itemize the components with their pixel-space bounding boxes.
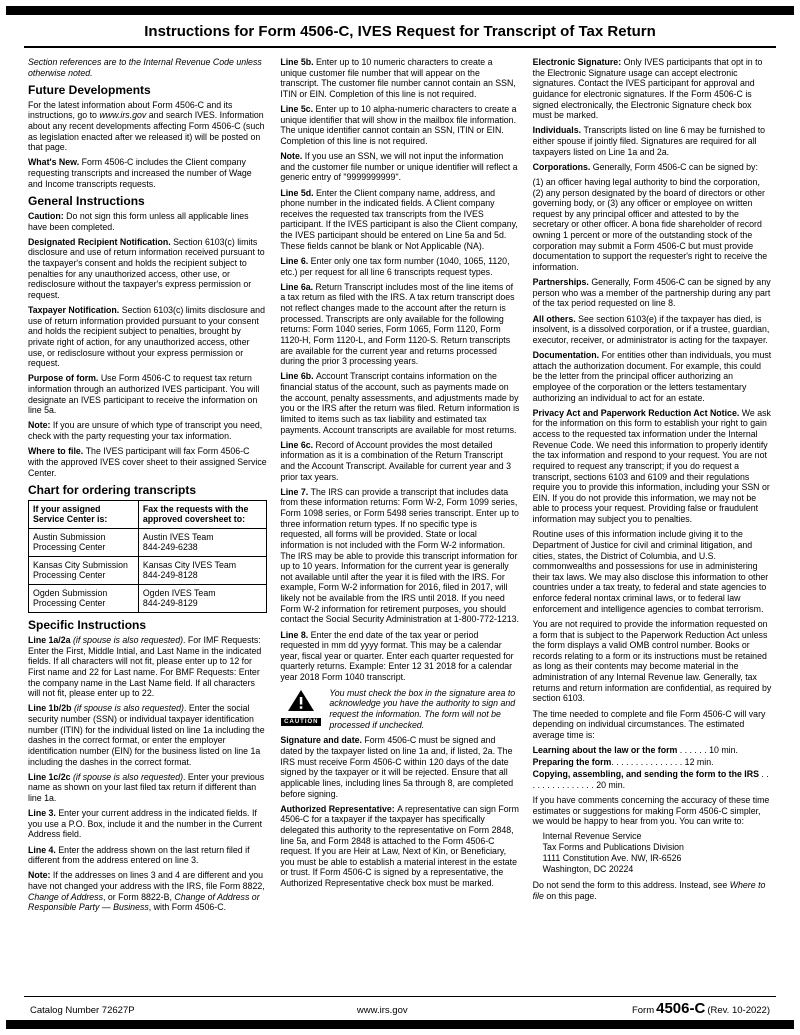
text-run: Line 6c. [280,439,316,450]
paragraph [533,795,772,827]
text-run: Return Transcript includes most of the line items of a tax return as filed with the IRS. A tax return transcript does not reflect changes made to the account after the return is processed. Transcripts are only available for the following returns: Form 1040 series, Form 1065, Form 1120, Form 1120-H, Form 1120-L, and Form 1120-S. Return transcripts are available for the current year and returns processed during the prior 3 processing years. [280,281,515,367]
text-run: Line 5c. [280,104,316,115]
table-cell-line: Ogden Submission Processing Center [33,587,108,609]
paragraph [533,57,772,121]
paragraph [280,104,519,147]
table-cell-line: 844-249-8128 [142,570,198,581]
paragraph [533,350,772,403]
text-run: . . . . . . 10 min. [677,744,738,755]
section-heading: Future Developments [28,82,151,97]
text-run: For entities other than individuals, you must attach the authorization document. For example, this could be the letter from the principal officer authorizing an employee of the corporation or the letters testamentary authorizing an individual to act for an estate. [532,350,772,403]
text-run: Routine uses of this information include giving it to the Department of Justice for civil and criminal litigation, and cities, states, the District of Columbia, and U.S. commonwealths and possessions for use in administering their tax laws. We may also disclose this information to other countries under a tax treaty, to federal and state agencies to enforce federal nontax criminal laws, or to federal law enforcement and intelligence agencies to combat terrorism. [532,529,769,614]
text-run: Learning about the law or the form [532,744,678,755]
text-run: Form 4506-C must be signed and dated by the taxpayer listed on line 1a and, if listed, 2a. The IRS must receive Form 4506-C within 120 days of the date signed by the taxpayer or it will be rejected. Ensure that all applicable lines, including lines 5a through 8, are completed before signing. [280,735,514,799]
text-run: The IRS can provide a transcript that includes data from these information returns: Form W-2, Form 1099 series, Form 1098 series, or Form 5498 series transcript. Enter up to three information return types. If no specific type is requested, all forms will be provided. State or local information is not included with the Form W-2 information. The IRS may be able to provide this transcript information for up to 10 years. Information for the current year is generally not available until after the year it is filed with the IRS. For example, Form W-2 information for 2016, filed in 2017, will likely not be available from the IRS until 2018. If you need Form W-2 information for retirement purposes, you should contact the Social Security Administration at 1-800-772-1213. [280,486,519,625]
table-cell-line: 844-249-8129 [142,598,198,609]
table-cell [29,584,139,612]
paragraph [280,151,519,183]
text-run: Electronic Signature: [532,57,624,67]
text-run: (if spouse is also requested) [73,771,184,782]
table-row [29,584,267,612]
form-word: Form [631,1005,655,1016]
address-block [543,831,772,875]
text-run: The time needed to complete and file Form 4506-C will vary depending on individual circumstances. The estimated average time is: [532,708,766,740]
paragraph [533,125,772,157]
text-run: All others. [532,313,579,324]
paragraph [533,162,772,173]
text-run: Do not send the form to this address. Instead, see [532,880,730,891]
text-run: Enter up to 10 numeric characters to create a unique customer file number that will appear on the transcript. The customer file number cannot contain an SSN, ITIN or EIN. Completion of this line is not required. [280,57,516,99]
text-run: Account Transcript contains information on the financial status of the account, such as payments made on the account, penalty assessments, and adjustments made by you or the IRS after the return was filed. Return information is limited to items such as tax liability and estimated tax payments. Account transcripts are available for most returns. [280,371,520,435]
text-run: Line 3. [28,808,59,819]
text-run: Enter the end date of the tax year or period requested in mm dd yyyy format. This may be a calendar year, fiscal year or quarter. Enter each quarter requested for quarterly returns. Example: Enter 12 31 2018 for a calendar year 2018 Form 1040 transcript. [280,629,514,683]
text-run: Record of Account provides the most detailed information as it is a combination of the Return Transcript and the Account Transcript. Available for current year and 3 prior tax years. [280,439,511,482]
text-run: Note. [280,151,305,162]
text-run: . . . . . . . . . . . . . . . 12 min. [611,757,714,768]
table-cell [138,528,266,556]
caution-triangle-icon [287,689,315,712]
top-rule-bar [6,6,794,15]
address-line: 1111 Constitution Ave. NW, IR-6526 [542,853,682,864]
section-heading: Specific Instructions [28,618,147,633]
text-run: . For IMF Requests: Enter the First, Middle Intial, and Last Name in the indicated fields. If all characters will not fit, please enter up to 12 for First name and 22 for Last name. For BMF Requests: Enter the company name in the Last Name field. If all characters will not fit, please enter up to 22. [28,635,262,699]
text-run: Documentation. [532,350,602,361]
bottom-rule-bar [6,1020,794,1029]
text-run: , or Form 8822-B, [102,891,175,902]
text-run: Line 6. [280,255,311,266]
table-cell-line: Austin Submission Processing Center [33,531,106,553]
text-run: Enter the address shown on the last return filed if different from the address entered on line 3. [28,844,250,866]
text-run: Copying, assembling, and sending the form to the IRS [532,769,759,780]
paragraph [533,529,772,614]
text-run: Enter up to 10 alpha-numeric characters to create a unique identifier that will show in the mailbox file information. The unique identifier cannot contain an SSN, ITIN or EIN. Completion of this line is not required. [280,104,517,146]
text-run: See section 6103(e) if the taxpayer has died, is insolvent, is a dissolved corporation, or if a trustee, guardian, executor, receiver, or administrator is acting for the taxpayer. [532,313,770,345]
text-run: Corporations. [532,161,593,172]
text-run: The IVES participant will fax Form 4506-C with the approved IVES cover sheet to their assigned Service Center. [28,446,267,478]
text-run: Line 4. [28,844,59,855]
paragraph [28,373,267,416]
table-cell [138,556,266,584]
text-run: (if spouse is also requested) [73,635,184,646]
table-row [29,528,267,556]
text-run: Section 6103(c) limits disclosure and use of return information provided pursuant to your consent and holds the recipient subject to penalties, brought by private right of action, for any unauthorized access, other use, or redisclosure without your express permission or request. [28,305,265,369]
text-run: Enter the Client company name, address, and phone number in the indicated fields. A Client company receives the requested tax transcripts from the IVES participant. If the IVES participant is also the Client company, the IVES participant should be entered on Line 5a and 5d. These fields cannot be blank or Not Applicable (NA). [280,187,518,251]
paragraph [533,757,772,768]
paragraph [28,703,267,767]
table-cell-line: Kansas City IVES Team [142,559,237,570]
paragraph [28,635,267,699]
paragraph [280,735,519,799]
irs-website: www.irs.gov [356,1005,408,1016]
text-run: Designated Recipient Notification. [28,236,174,247]
form-revision: (Rev. 10-2022) [707,1005,770,1016]
section-heading: Chart for ordering transcripts [28,482,197,497]
paragraph [28,446,267,478]
section-heading: General Instructions [28,193,145,208]
paragraph [533,619,772,704]
text-run: and search IVES. Information about any recent developments affecting Form 4506-C (such as legislation enacted after we released it) will be posted on that page. [28,110,265,153]
text-run: Caution: [28,210,67,221]
column [280,57,519,996]
table-cell-line: Kansas City Submission Processing Center [33,559,128,581]
text-run: Line 6b. [280,371,317,382]
paragraph [533,408,772,525]
text-run: . . . . . . . . . . . . . . . 20 min. [532,769,769,790]
form-identifier [630,1000,770,1017]
paragraph [28,870,267,913]
text-run: If you have comments concerning the accuracy of these time estimates or suggestions for making Form 4506-C simpler, we would be happy to hear from you. You can write to: [532,795,770,827]
form-number: 4506-C [656,1000,706,1017]
paragraph [28,57,267,78]
paragraph [533,745,772,756]
table-cell-line: 844-249-6238 [142,542,198,553]
text-run: Generally, Form 4506-C can be signed by: [592,161,758,172]
table-cell-line: Ogden IVES Team [142,587,216,598]
paragraph [280,57,519,100]
text-run: . Enter your previous name as shown on your last filed tax return if different than line 1a. [28,771,265,803]
caution-label: CAUTION [281,718,321,726]
text-run: Section 6103(c) limits disclosure and use of return information received pursuant to the taxpayer's consent and holds the recipient subject to penalties for any unauthorized access, other use, or redisclosure without the taxpayer's express permission or request. [28,236,265,300]
paragraph [533,177,772,273]
text-run: Do not sign this form unless all applicable lines have been completed. [28,210,249,232]
page-title: Instructions for Form 4506-C, IVES Request for Transcript of Tax Return [144,23,656,40]
text-run: Enter your current address in the indicated fields. If you use a P.O. Box, include it and the number in the Current Address field. [28,808,263,840]
text-run: If you are unsure of which type of transcript you need, check with the party requesting your tax information. [28,420,263,442]
paragraph [533,769,772,790]
paragraph [280,630,519,683]
table-cell [29,556,139,584]
paragraph [280,371,519,435]
paragraph [28,211,267,232]
paragraph [28,420,267,441]
table-cell-line: Austin IVES Team [142,531,214,542]
paragraph [533,880,772,901]
page-footer [6,996,794,1029]
text-run: If you use an SSN, we will not input the information and the customer file number or unique identifier will reflect a generic entry of "9999999999". [280,151,518,183]
address-line: Washington, DC 20224 [542,864,634,875]
table-cell [29,528,139,556]
text-run: Section references are to the Internal Revenue Code unless otherwise noted. [28,57,262,78]
text-run: www.irs.gov [99,110,147,121]
paragraph [280,487,519,625]
table-row [29,556,267,584]
catalog-number: Catalog Number 72627P [30,1005,135,1016]
text-run: Form 4506-C includes the Client company requesting transcripts and increased the number of Wage and Income transcripts requests. [28,157,252,189]
caution-note [280,688,519,731]
text-run: Note: [28,420,53,431]
caution-text: You must check the box in the signature area to acknowledge you have the authority to sign and request the information. The form will not be processed if unchecked. [329,687,516,730]
text-run: Signature and date. [280,735,365,746]
column [28,57,267,996]
table-header-cell: Fax the requests with the approved coversheet to: [138,500,266,528]
paragraph [280,440,519,483]
text-run: Line 1b/2b [28,703,74,714]
address-line: Internal Revenue Service [542,831,642,842]
paragraph [28,808,267,840]
text-run: Individuals. [532,125,584,136]
text-run: Where to file. [28,446,86,457]
paragraph [280,282,519,367]
text-run: . Enter the social security number (SSN) or individual taxpayer identification number (ITIN) for the individual listed on line 1a including the dashes in the correct format, or enter the employer identification number (EIN) for the business listed on line 1a including the dashes in the correct format. [28,703,265,767]
text-run: (1) an officer having legal authority to bind the corporation, (2) any person designated by the board of directors or other governing body, or (3) any officer or employee on written request by any principal officer and attested to by the secretary or other officer. A bona fide shareholder of record owning 1 percent or more of the outstanding stock of the corporation may submit a Form 4506-C but must provide documentation to support the requester's right to receive the information. [532,176,768,273]
text-run: We ask for the information on this form to establish your right to gain access to the requested tax information under the Internal Revenue Code. We need this information to properly identify the tax information and respond to your request. You are not required to request any transcript; if you do request a transcript, sections 6103 and 6109 and their regulations require you to provide this information, including your SSN or EIN. If you do not provide this information, we may not be able to process your request. Providing false or fraudulent information may subject you to penalties. [532,407,771,525]
text-run: Partnerships. [532,277,592,288]
text-run: You are not required to provide the information requested on a form that is subject to the Paperwork Reduction Act unless the form displays a valid OMB control number. Books or records relating to a form or its instructions must be retained as long as their contents may become material in the administration of any Internal Revenue law. Generally, tax returns and return information are confidential, as required by section 6103. [532,618,772,704]
text-run: , with Form 4506-C. [148,902,227,913]
table-header-cell: If your assigned Service Center is: [29,500,139,528]
text-run: Authorized Representative: [280,803,398,814]
paragraph [28,845,267,866]
transcript-fax-table [28,500,267,613]
text-run: Preparing the form [532,757,612,768]
text-run: Only IVES participants that opt in to the Electronic Signature usage can accept electronic signatures. Contact the IVES participant for approval and guidance for electronic signatures. If the Form 4506-C is signed electronically, the Electronic Signature check box must be marked. [532,57,763,121]
paragraph [533,709,772,741]
text-run: Generally, Form 4506-C can be signed by any person who was a member of the partnership during any part of the tax period requested on line 8. [532,277,771,309]
text-run: Line 1c/2c [28,771,73,782]
text-run: Line 5b. [280,57,317,67]
text-run: Use Form 4506-C to request tax return information through an authorized IVES participant. You will designate an IVES participant to receive the information on line 5a. [28,373,260,416]
paragraph [28,772,267,804]
paragraph [280,804,519,889]
text-run: on this page. [543,891,597,901]
text-run: Purpose of form. [28,373,101,384]
paragraph [28,305,267,369]
paragraph [280,256,519,277]
text-run: What's New. [28,157,82,168]
text-run: Line 1a/2a [28,635,73,646]
text-run: Transcripts listed on line 6 may be furnished to either spouse if jointly filed. Signatures are required for all taxpayers listed on Line 1a and 2a. [532,125,766,157]
text-run: Privacy Act and Paperwork Reduction Act Notice. [532,407,742,418]
table-header-row [29,500,267,528]
column [533,57,772,996]
text-run: Change of Address [28,891,103,902]
text-run: Line 6a. [280,281,316,292]
text-run: Where to file [532,880,766,901]
caution-icon [280,688,322,726]
paragraph [280,188,519,252]
text-run: (if spouse is also requested) [73,703,184,714]
table-cell [138,584,266,612]
paragraph [28,237,267,301]
content-columns [6,48,794,996]
text-run: Line 7. [280,486,311,497]
text-run: Line 8. [280,629,311,640]
text-run: Enter only one tax form number (1040, 1065, 1120, etc.) per request for all line 6 transcripts request types. [280,255,510,277]
text-run: Taxpayer Notification. [28,305,122,316]
text-run: For the latest information about Form 4506-C and its instructions, go to [28,99,233,121]
text-run: Change of Address or Responsible Party — Business [28,891,260,913]
footer-row [6,997,794,1020]
address-line: Tax Forms and Publications Division [542,842,684,853]
text-run: Note: [28,870,53,881]
paragraph [533,314,772,346]
text-run: If the addresses on lines 3 and 4 are different and you have not changed your address with the IRS, file Form 8822, [28,870,265,891]
paragraph [533,277,772,309]
text-run: Line 5d. [280,187,317,198]
text-run: A representative can sign Form 4506-C for a taxpayer if the taxpayer has specifically delegated this authority to the representative on Form 2848, line 5a, and Form 2848 is attached to the Form 4506-C request. If you are Heir at Law, Next of Kin, or Beneficiary, you must be able to establish a material interest in the estate or trust. If Form 4506-C is signed by a representative, the Authorized Representative check box must be marked. [280,803,519,889]
paragraph [28,157,267,189]
paragraph [28,100,267,153]
